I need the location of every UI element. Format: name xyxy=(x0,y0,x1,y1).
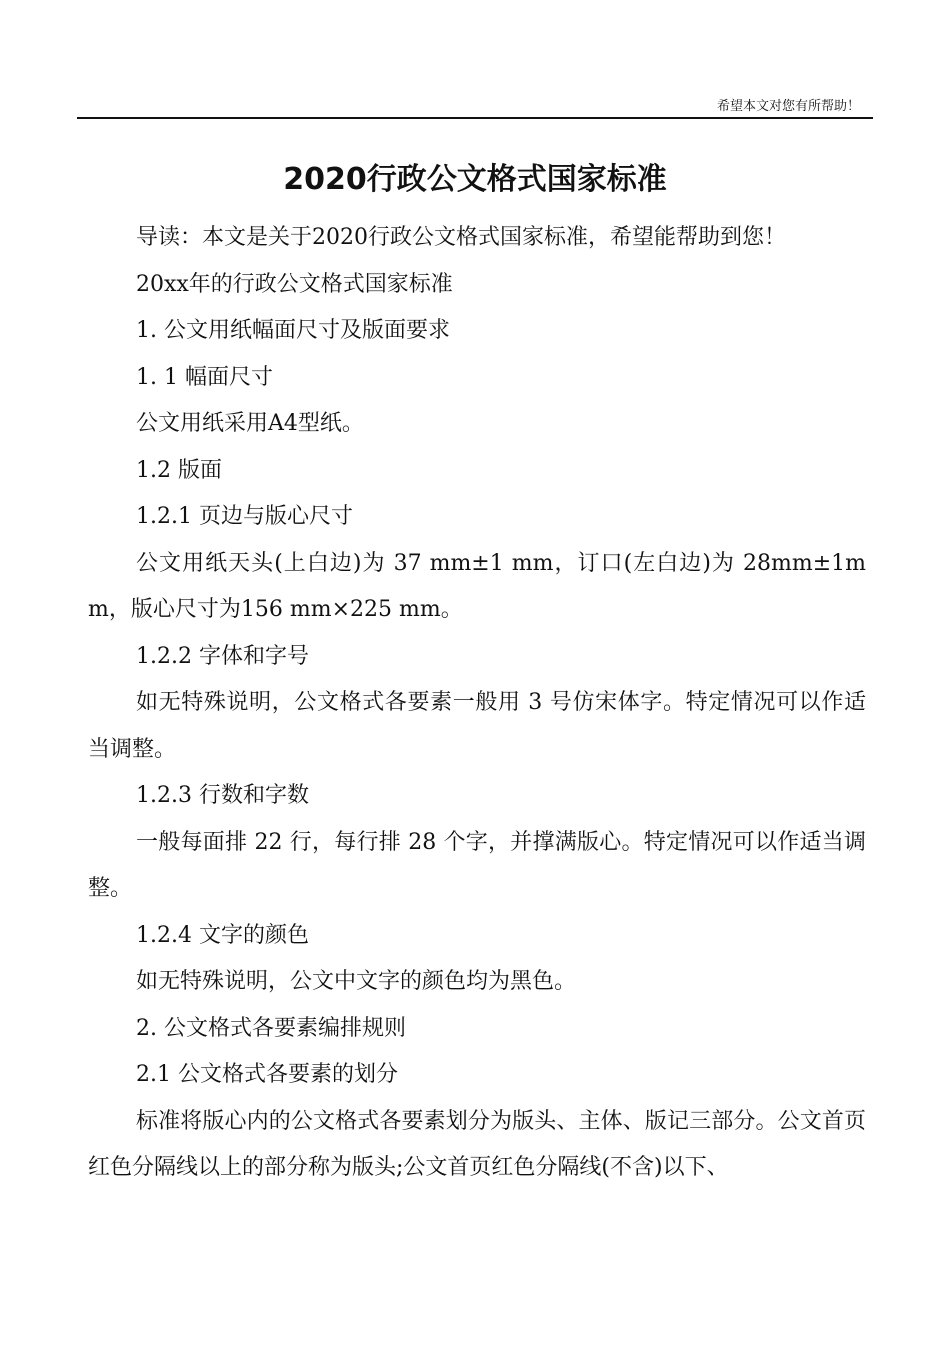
paragraph-intro: 导读：本文是关于2020行政公文格式国家标准，希望能帮助到您！ xyxy=(136,225,786,250)
document-title: 2020行政公文格式国家标准 xyxy=(283,162,667,198)
header-note: 希望本文对您有所帮助！ xyxy=(716,99,860,114)
subsection-heading: 1.2.4 文字的颜色 xyxy=(136,922,309,948)
paragraph: 一般每面排 22 行，每行排 28 个字，并撑满版心。特定情况可以作适当调整。 xyxy=(88,829,866,901)
subsection-heading: 1.2.3 行数和字数 xyxy=(136,783,309,808)
paragraph: 标准将版心内的公文格式各要素划分为版头、主体、版记三部分。公文首页红色分隔线以上的部分称为版头;公文首页红色分隔线(不含)以下、 xyxy=(88,1108,866,1180)
document-body xyxy=(88,215,866,1192)
section-heading: 1. 公文用纸幅面尺寸及版面要求 xyxy=(136,318,450,343)
subsection-heading: 1. 1 幅面尺寸 xyxy=(136,364,273,390)
subsection-heading: 1.2.1 页边与版心尺寸 xyxy=(136,504,353,529)
paragraph: 公文用纸天头(上白边)为 37 mm±1 mm，订口(左白边)为 28mm±1mm，版心尺寸为156 mm×225 mm。 xyxy=(88,550,866,622)
subsection-heading: 2.1 公文格式各要素的划分 xyxy=(136,1062,398,1087)
paragraph: 公文用纸采用A4型纸。 xyxy=(136,411,364,436)
subsection-heading: 1.2 版面 xyxy=(136,457,222,483)
paragraph-subtitle: 20xx年的行政公文格式国家标准 xyxy=(136,271,453,297)
paragraph: 如无特殊说明，公文中文字的颜色均为黑色。 xyxy=(136,969,577,994)
section-heading: 2. 公文格式各要素编排规则 xyxy=(136,1015,406,1041)
paragraph: 如无特殊说明，公文格式各要素一般用 3 号仿宋体字。特定情况可以作适当调整。 xyxy=(88,690,866,762)
subsection-heading: 1.2.2 字体和字号 xyxy=(136,643,309,669)
header-divider xyxy=(77,117,873,119)
